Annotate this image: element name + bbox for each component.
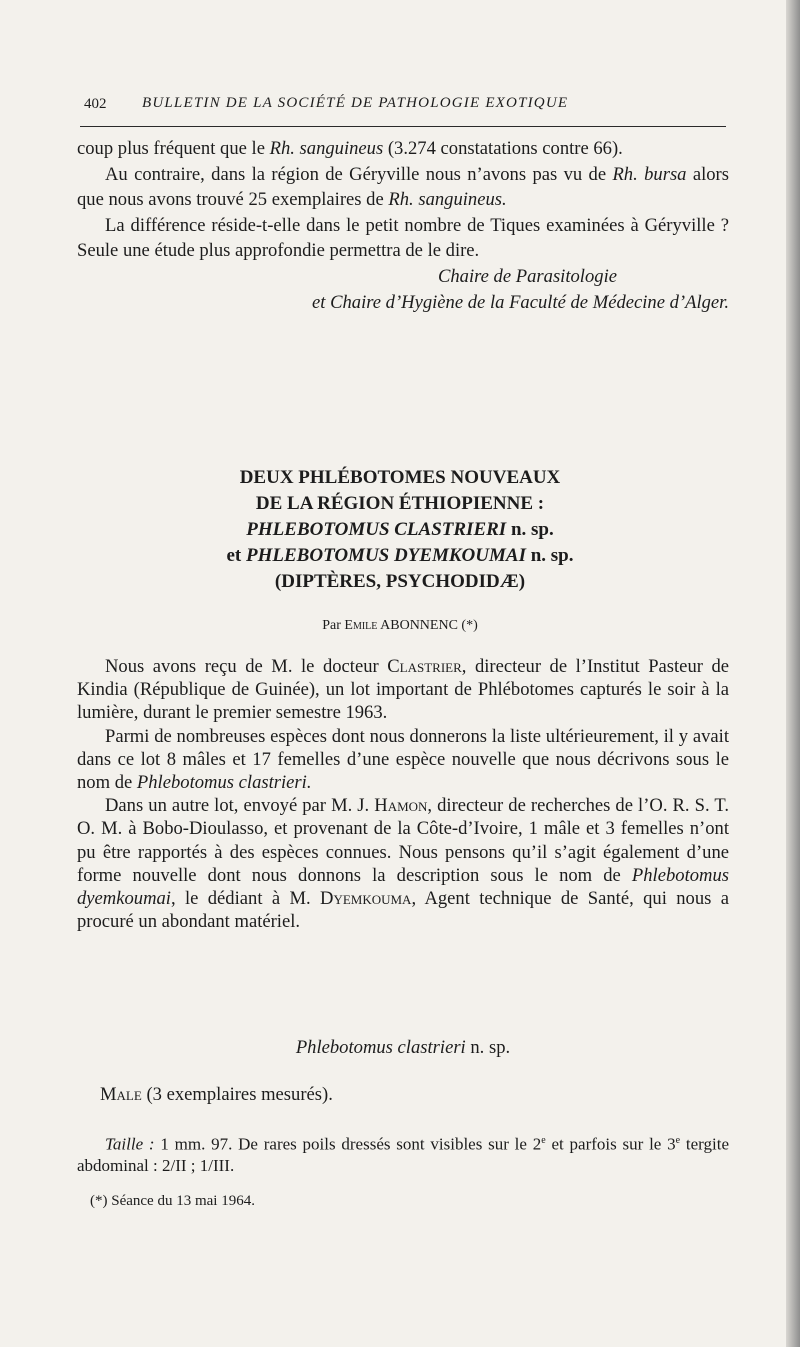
affiliation-line-2	[77, 290, 729, 316]
title-line: DEUX PHLÉBOTOMES NOUVEAUX	[239, 467, 561, 488]
person-name: Clastrier	[387, 656, 462, 677]
text: , directeur de recherches de l’O. R. S. T. O. M. à Bobo-Dioulasso, et provenant de la Côte-d’Ivoire, 1 mâle et 3 femelles n’ont pu être rapportés à des espèces connues. Nous pensons qu’il s’agit également d’une forme nouvelle dont nous donnons la description sous le nom de	[77, 795, 729, 886]
title-line: DE LA RÉGION ÉTHIOPIENNE :	[255, 493, 545, 514]
sex-label: Male	[100, 1084, 142, 1105]
text: (3.274 constatations contre 66).	[383, 138, 623, 159]
superscript: e	[541, 1135, 546, 1146]
paragraph	[77, 725, 729, 795]
paragraph	[77, 136, 729, 162]
paragraph: La différence réside-t-elle dans le petit nombre de Tiques examinées à Géryville ? Seule une étude plus approfondie permettra de le dire.	[77, 214, 729, 262]
paragraph	[77, 1130, 729, 1176]
text: , directeur de l’Institut Pasteur de Kindia (République de Guinée), un lot important de Phlébotomes capturés le soir à la lumière, durant le premier semestre 1963.	[77, 656, 730, 724]
text: Nous avons reçu de M. le docteur	[105, 656, 388, 677]
affiliation: Chaire de Parasitologie	[437, 265, 617, 287]
affiliation: et Chaire d’Hygiène de la Faculté de Médecine d’Alger.	[312, 291, 729, 313]
page-number: 402	[84, 96, 107, 112]
text: tergite abdominal : 2/II ; 1/III.	[77, 1134, 729, 1175]
text: Par	[322, 618, 345, 633]
label: Taille :	[105, 1134, 155, 1154]
text: et	[226, 545, 247, 566]
species-name: PHLEBOTOMUS DYEMKOUMAI	[246, 545, 526, 566]
person-name: Dyemkouma	[320, 888, 412, 910]
page-header	[80, 92, 726, 122]
text: n. sp.	[465, 1037, 511, 1058]
text: n. sp.	[525, 545, 574, 566]
article-body	[77, 655, 729, 933]
text: Au contraire, dans la région de Géryville nous n’avons pas vu de	[105, 163, 613, 185]
byline	[200, 618, 600, 634]
footnote: (*) Séance du 13 mai 1964.	[90, 1193, 255, 1209]
species-name: Rh. sanguineus	[269, 138, 384, 159]
species-name: Rh. sanguineus.	[388, 189, 507, 211]
article-title	[150, 465, 650, 595]
running-title: BULLETIN DE LA SOCIÉTÉ DE PATHOLOGIE EXOTIQUE	[142, 95, 569, 111]
text: coup plus fréquent que le	[77, 138, 270, 159]
paragraph	[77, 794, 729, 933]
paragraph	[77, 655, 729, 725]
page-edge-shadow	[786, 0, 800, 1347]
header-rule	[80, 126, 726, 127]
person-name: Hamon	[374, 795, 428, 817]
text: , le dédiant à M.	[170, 888, 321, 910]
superscript: e	[675, 1135, 681, 1146]
text: n. sp.	[506, 519, 554, 540]
author-first-name: Emile	[344, 618, 378, 633]
title-line	[150, 517, 650, 543]
affiliation-line-1	[77, 264, 729, 290]
species-name: Phlebotomus dyemkoumai	[77, 864, 729, 910]
section-heading	[77, 1037, 729, 1059]
previous-article-ending	[77, 136, 729, 315]
male-heading	[100, 1084, 333, 1106]
species-name: PHLEBOTOMUS CLASTRIERI	[246, 519, 507, 540]
text: Dans un autre lot, envoyé par M. J.	[105, 795, 375, 817]
text: alors que nous avons trouvé 25 exemplaires de	[77, 163, 729, 211]
text: (3 exemplaires mesurés).	[141, 1084, 333, 1105]
species-name: Phlebotomus clastrieri	[295, 1037, 466, 1058]
author-last-name: ABONNENC (*)	[377, 618, 478, 633]
text: 1 mm. 97. De rares poils dressés sont visibles sur le 2	[154, 1134, 542, 1154]
species-name: Rh. bursa	[612, 163, 687, 185]
title-line	[150, 543, 650, 569]
text: Parmi de nombreuses espèces dont nous donnerons la liste ultérieurement, il y avait dans ce lot 8 mâles et 17 femelles d’une espèce nouvelle que nous décrivons sous le nom de	[77, 725, 729, 794]
title-line: (DIPTÈRES, PSYCHODIDÆ)	[274, 571, 526, 592]
text: et parfois sur le 3	[545, 1134, 676, 1154]
species-name: Phlebotomus clastrieri.	[136, 772, 312, 794]
paragraph	[77, 162, 729, 213]
size-description	[77, 1130, 729, 1176]
text: , Agent technique de Santé, qui nous a procuré un abondant matériel.	[77, 888, 729, 933]
